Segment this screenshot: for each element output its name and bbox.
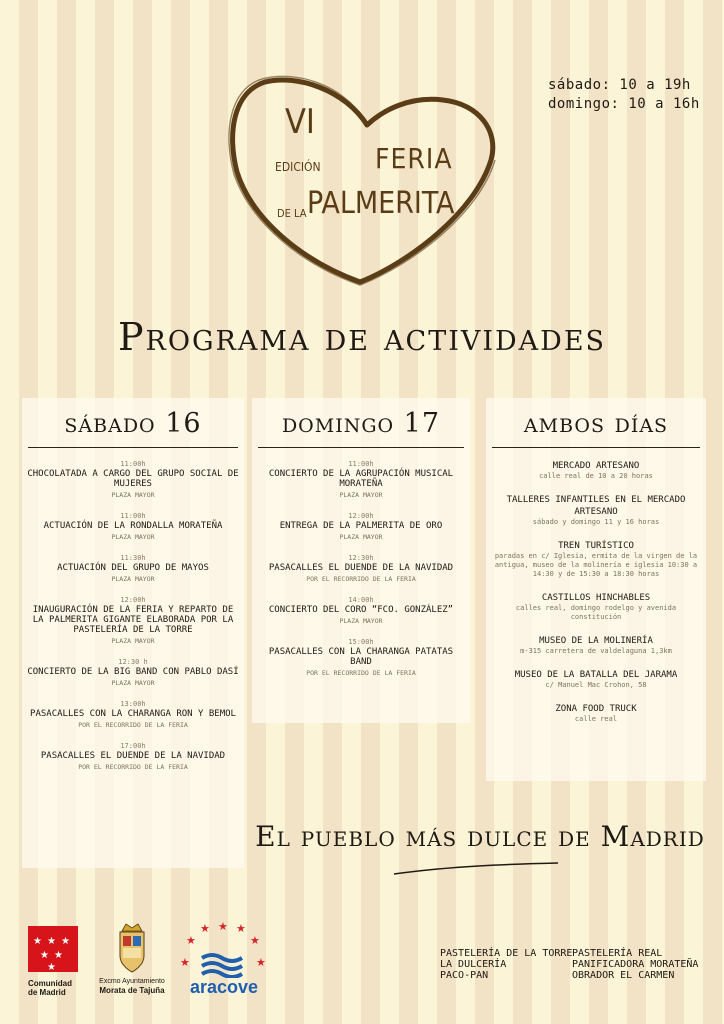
aracove-logo bbox=[176, 922, 272, 996]
event-place: m-315 carretera de valdelaguna 1,3km bbox=[520, 647, 672, 655]
event-time: 11:00h bbox=[348, 460, 374, 468]
event-name: CONCIERTO DE LA BIG BAND CON PABLO DASÍ bbox=[27, 667, 239, 677]
event-name: TALLERES INFANTILES EN EL MERCADO ARTESANO bbox=[506, 495, 686, 517]
event-item bbox=[22, 658, 244, 689]
event-name: ACTUACIÓN DE LA RONDALLA MORATEÑA bbox=[43, 521, 223, 531]
event-name: TREN TURÍSTICO bbox=[558, 541, 634, 551]
event-place: POR EL RECORRIDO DE LA FERIA bbox=[306, 669, 416, 677]
event-item bbox=[252, 460, 470, 501]
event-time: 14:00h bbox=[348, 596, 374, 604]
event-item bbox=[486, 460, 706, 481]
divider bbox=[492, 447, 700, 448]
sponsor-name: LA DULCERÍA bbox=[440, 959, 507, 970]
svg-text:★: ★ bbox=[186, 934, 196, 947]
feria-logo bbox=[225, 72, 500, 287]
madrid-stars-icon bbox=[28, 926, 78, 972]
aracove-label: aracove bbox=[189, 977, 259, 997]
sunday-column bbox=[252, 398, 470, 723]
svg-text:★: ★ bbox=[54, 950, 63, 961]
event-item bbox=[22, 460, 244, 501]
sponsor-name: PACO-PAN bbox=[440, 970, 489, 981]
event-name: MERCADO ARTESANO bbox=[552, 461, 640, 471]
slogan: El pueblo más dulce de Madrid bbox=[255, 820, 705, 853]
event-place: PLAZA MAYOR bbox=[111, 637, 155, 645]
event-item bbox=[486, 669, 706, 690]
event-place: calle real de 10 a 20 horas bbox=[539, 472, 653, 480]
event-place: PLAZA MAYOR bbox=[111, 575, 155, 583]
event-name: ENTREGA DE LA PALMERITA DE ORO bbox=[279, 521, 443, 531]
event-place: POR EL RECORRIDO DE LA FERIA bbox=[78, 721, 188, 729]
event-name: CONCIERTO DE LA AGRUPACIÓN MUSICAL MORATEÑA bbox=[268, 469, 454, 489]
divider bbox=[258, 447, 464, 448]
svg-text:★: ★ bbox=[47, 936, 56, 947]
event-item bbox=[252, 554, 470, 585]
both-days-column bbox=[486, 398, 706, 781]
event-place: PLAZA MAYOR bbox=[339, 533, 383, 541]
sunday-title: domingo 17 bbox=[281, 408, 441, 439]
both-days-title: ambos días bbox=[523, 408, 669, 439]
svg-text:★: ★ bbox=[250, 934, 260, 947]
event-name: PASACALLES CON LA CHARANGA PATATAS BAND bbox=[268, 647, 454, 667]
event-name: CONCIERTO DEL CORO “FCO. GONZÁLEZ” bbox=[268, 605, 454, 615]
divider bbox=[28, 447, 238, 448]
saturday-title: sábado 16 bbox=[64, 408, 202, 439]
saturday-events bbox=[22, 460, 244, 773]
event-name: PASACALLES CON LA CHARANGA RON Y BEMOL bbox=[30, 709, 236, 719]
event-place: paradas en c/ Iglesia, ermita de la virgen de la antigua, museo de la molinería e iglesia 10:30 a 14:30 y de 15:30 a 18:30 horas bbox=[494, 552, 698, 578]
both-days-events bbox=[486, 460, 706, 724]
sponsor-name: PANIFICADORA MORATEÑA bbox=[572, 959, 699, 970]
event-item bbox=[252, 638, 470, 679]
comunidad-label-1: Comunidad bbox=[28, 979, 72, 988]
event-item bbox=[486, 703, 706, 724]
svg-text:★: ★ bbox=[218, 922, 228, 933]
event-name: PASACALLES EL DUENDE DE LA NAVIDAD bbox=[268, 563, 454, 573]
event-time: 13:00h bbox=[120, 700, 146, 708]
event-place: PLAZA MAYOR bbox=[339, 617, 383, 625]
sunday-events bbox=[252, 460, 470, 679]
event-name: CASTILLOS HINCHABLES bbox=[541, 593, 651, 603]
svg-text:★: ★ bbox=[61, 936, 70, 947]
ayto-label-1: Excmo Ayuntamiento bbox=[99, 978, 165, 985]
svg-text:★: ★ bbox=[200, 922, 210, 935]
event-item bbox=[486, 540, 706, 579]
event-place: calles real, domingo rodelgo y avenida constitución bbox=[515, 604, 677, 621]
svg-text:★: ★ bbox=[236, 922, 246, 935]
comunidad-label-2: de Madrid bbox=[28, 988, 66, 997]
event-place: c/ Manuel Mac Crohon, 58 bbox=[545, 681, 647, 689]
sponsor-name: PASTELERÍA DE LA TORRE bbox=[440, 948, 573, 959]
page-title: Programa de actividades bbox=[117, 315, 607, 359]
svg-text:★: ★ bbox=[33, 936, 42, 947]
event-time: 12:30h bbox=[348, 554, 374, 562]
event-item bbox=[252, 596, 470, 627]
event-item bbox=[486, 635, 706, 656]
edition-number: VI bbox=[285, 102, 315, 142]
event-item bbox=[22, 596, 244, 647]
event-place: POR EL RECORRIDO DE LA FERIA bbox=[306, 575, 416, 583]
event-item bbox=[22, 700, 244, 731]
event-name: CHOCOLATADA A CARGO DEL GRUPO SOCIAL DE MUJERES bbox=[27, 469, 239, 489]
event-name: MUSEO DE LA BATALLA DEL JARAMA bbox=[514, 670, 678, 680]
svg-text:★: ★ bbox=[180, 956, 190, 969]
event-name: MUSEO DE LA MOLINERÍA bbox=[539, 636, 653, 646]
coat-of-arms-icon bbox=[112, 922, 152, 974]
heart-outline-icon bbox=[225, 72, 500, 287]
event-item bbox=[486, 494, 706, 527]
event-place: calle real bbox=[574, 715, 618, 723]
event-place: PLAZA MAYOR bbox=[111, 491, 155, 499]
event-name: PASACALLES EL DUENDE DE LA NAVIDAD bbox=[40, 751, 226, 761]
logo-palmerita: PALMERITA bbox=[307, 186, 455, 221]
sunday-hours: domingo: 10 a 16h bbox=[548, 96, 700, 112]
event-time: 17:00h bbox=[120, 742, 146, 750]
edition-label: EDICIÓN bbox=[275, 160, 321, 174]
event-time: 11:30h bbox=[120, 554, 146, 562]
opening-hours bbox=[548, 76, 700, 114]
ayuntamiento-logo bbox=[92, 922, 172, 995]
event-time: 15:00h bbox=[348, 638, 374, 646]
slogan-underline bbox=[392, 860, 562, 880]
event-item bbox=[252, 512, 470, 543]
event-time: 11:00h bbox=[120, 460, 146, 468]
event-time: 12:00h bbox=[348, 512, 374, 520]
logo-de-la: DE LA bbox=[277, 207, 307, 220]
event-name: ZONA FOOD TRUCK bbox=[555, 704, 637, 714]
event-time: 12:30 h bbox=[118, 658, 148, 666]
svg-text:★: ★ bbox=[47, 962, 56, 972]
event-item bbox=[22, 554, 244, 585]
saturday-column bbox=[22, 398, 244, 868]
event-place: PLAZA MAYOR bbox=[111, 533, 155, 541]
event-item bbox=[22, 512, 244, 543]
sponsors-right bbox=[572, 948, 698, 981]
event-place: sábado y domingo 11 y 16 horas bbox=[532, 518, 660, 526]
logo-feria: FERIA bbox=[375, 142, 453, 175]
sponsor-name: PASTELERÍA REAL bbox=[572, 948, 663, 959]
event-place: PLAZA MAYOR bbox=[339, 491, 383, 499]
sponsors-left bbox=[440, 948, 572, 981]
comunidad-madrid-logo bbox=[28, 926, 80, 997]
event-name: INAUGURACIÓN DE LA FERIA Y REPARTO DE LA PALMERITA GIGANTE ELABORADA POR LA PASTELERÍA DE LA TORRE bbox=[32, 605, 234, 635]
event-item bbox=[486, 592, 706, 622]
svg-text:★: ★ bbox=[256, 956, 266, 969]
event-time: 12:00h bbox=[120, 596, 146, 604]
event-item bbox=[22, 742, 244, 773]
svg-text:★: ★ bbox=[40, 950, 49, 961]
aracove-stars-icon bbox=[176, 922, 272, 978]
event-name: ACTUACIÓN DEL GRUPO DE MAYOS bbox=[57, 563, 209, 573]
event-place: PLAZA MAYOR bbox=[111, 679, 155, 687]
event-time: 11:00h bbox=[120, 512, 146, 520]
event-place: POR EL RECORRIDO DE LA FERIA bbox=[78, 763, 188, 771]
saturday-hours: sábado: 10 a 19h bbox=[548, 77, 691, 93]
ayto-label-2: Morata de Tajuña bbox=[99, 986, 165, 995]
sponsor-name: OBRADOR EL CARMEN bbox=[572, 970, 675, 981]
